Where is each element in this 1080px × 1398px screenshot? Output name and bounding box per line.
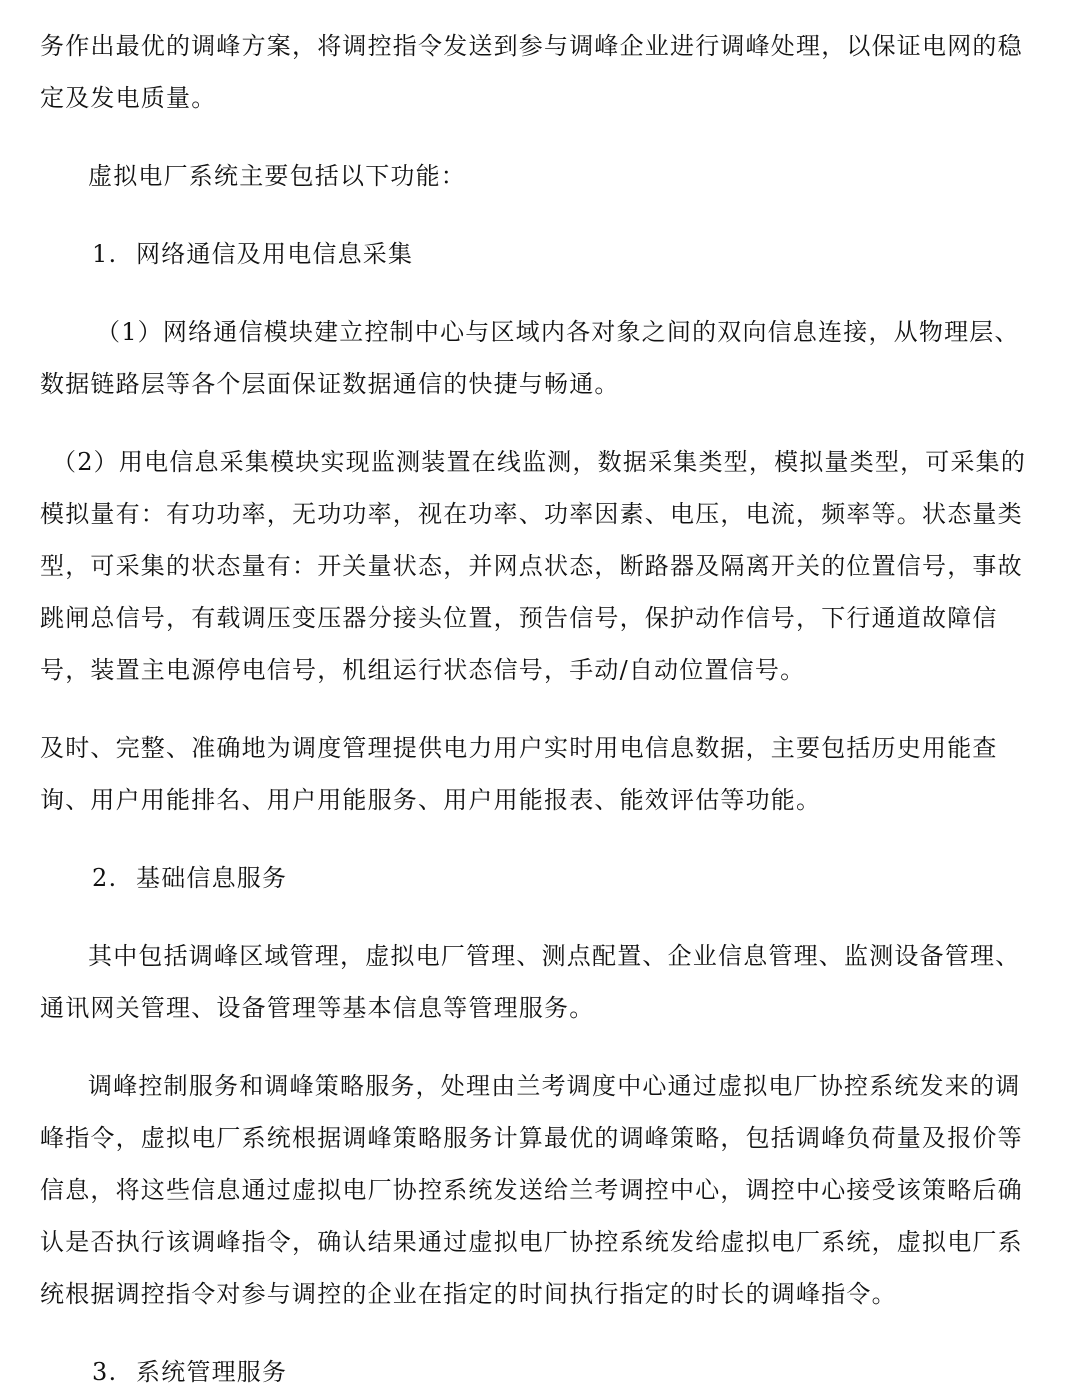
paragraph-functions-intro: 虚拟电厂系统主要包括以下功能：: [88, 162, 466, 190]
section-number-2: 2.: [92, 864, 118, 892]
paragraph-peak-control: 调峰控制服务和调峰策略服务，处理由兰考调度中心通过虚拟电厂协控系统发来的调峰指令，虚拟电厂系统根据调峰策略服务计算最优的调峰策略，包括调峰负荷量及报价等信息，将这些信息通过虚拟电厂协控系统发送给兰考调控中心，调控中心接受该策略后确认是否执行该调峰指令，确认结果通过虚拟电厂协控系统发给虚拟电厂系统，虚拟电厂系统根据调控指令对参与调控的企业在指定的时间执行指定的时长的调峰指令。: [40, 1072, 1023, 1308]
section-number-1: 1.: [92, 240, 118, 268]
section-number-3: 3.: [92, 1358, 118, 1386]
section-heading-2: [40, 852, 1032, 904]
paragraph-item-1: （1）网络通信模块建立控制中心与区域内各对象之间的双向信息连接，从物理层、数据链路层等各个层面保证数据通信的快捷与畅通。: [40, 318, 1020, 398]
section-heading-1: [40, 228, 1032, 280]
section-title-2: 基础信息服务: [136, 864, 288, 892]
paragraph-basic-info: 其中包括调峰区域管理，虚拟电厂管理、测点配置、企业信息管理、监测设备管理、通讯网关管理、设备管理等基本信息等管理服务。: [40, 942, 1021, 1022]
section-title-3: 系统管理服务: [136, 1358, 288, 1386]
paragraph-intro-continuation: 务作出最优的调峰方案，将调控指令发送到参与调峰企业进行调峰处理，以保证电网的稳定及发电质量。: [40, 32, 1023, 112]
paragraph-data-services: 及时、完整、准确地为调度管理提供电力用户实时用电信息数据，主要包括历史用能查询、用户用能排名、用户用能服务、用户用能报表、能效评估等功能。: [40, 734, 998, 814]
section-heading-3: [40, 1346, 1032, 1398]
paragraph-item-2: （2）用电信息采集模块实现监测装置在线监测，数据采集类型，模拟量类型，可采集的模拟量有：有功功率，无功功率，视在功率、功率因素、电压，电流，频率等。状态量类型，可采集的状态量有：开关量状态，并网点状态，断路器及隔离开关的位置信号，事故跳闸总信号，有载调压变压器分接头位置，预告信号，保护动作信号，下行通道故障信号，装置主电源停电信号，机组运行状态信号，手动/自动位置信号。: [40, 448, 1027, 684]
section-title-1: 网络通信及用电信息采集: [136, 240, 414, 268]
